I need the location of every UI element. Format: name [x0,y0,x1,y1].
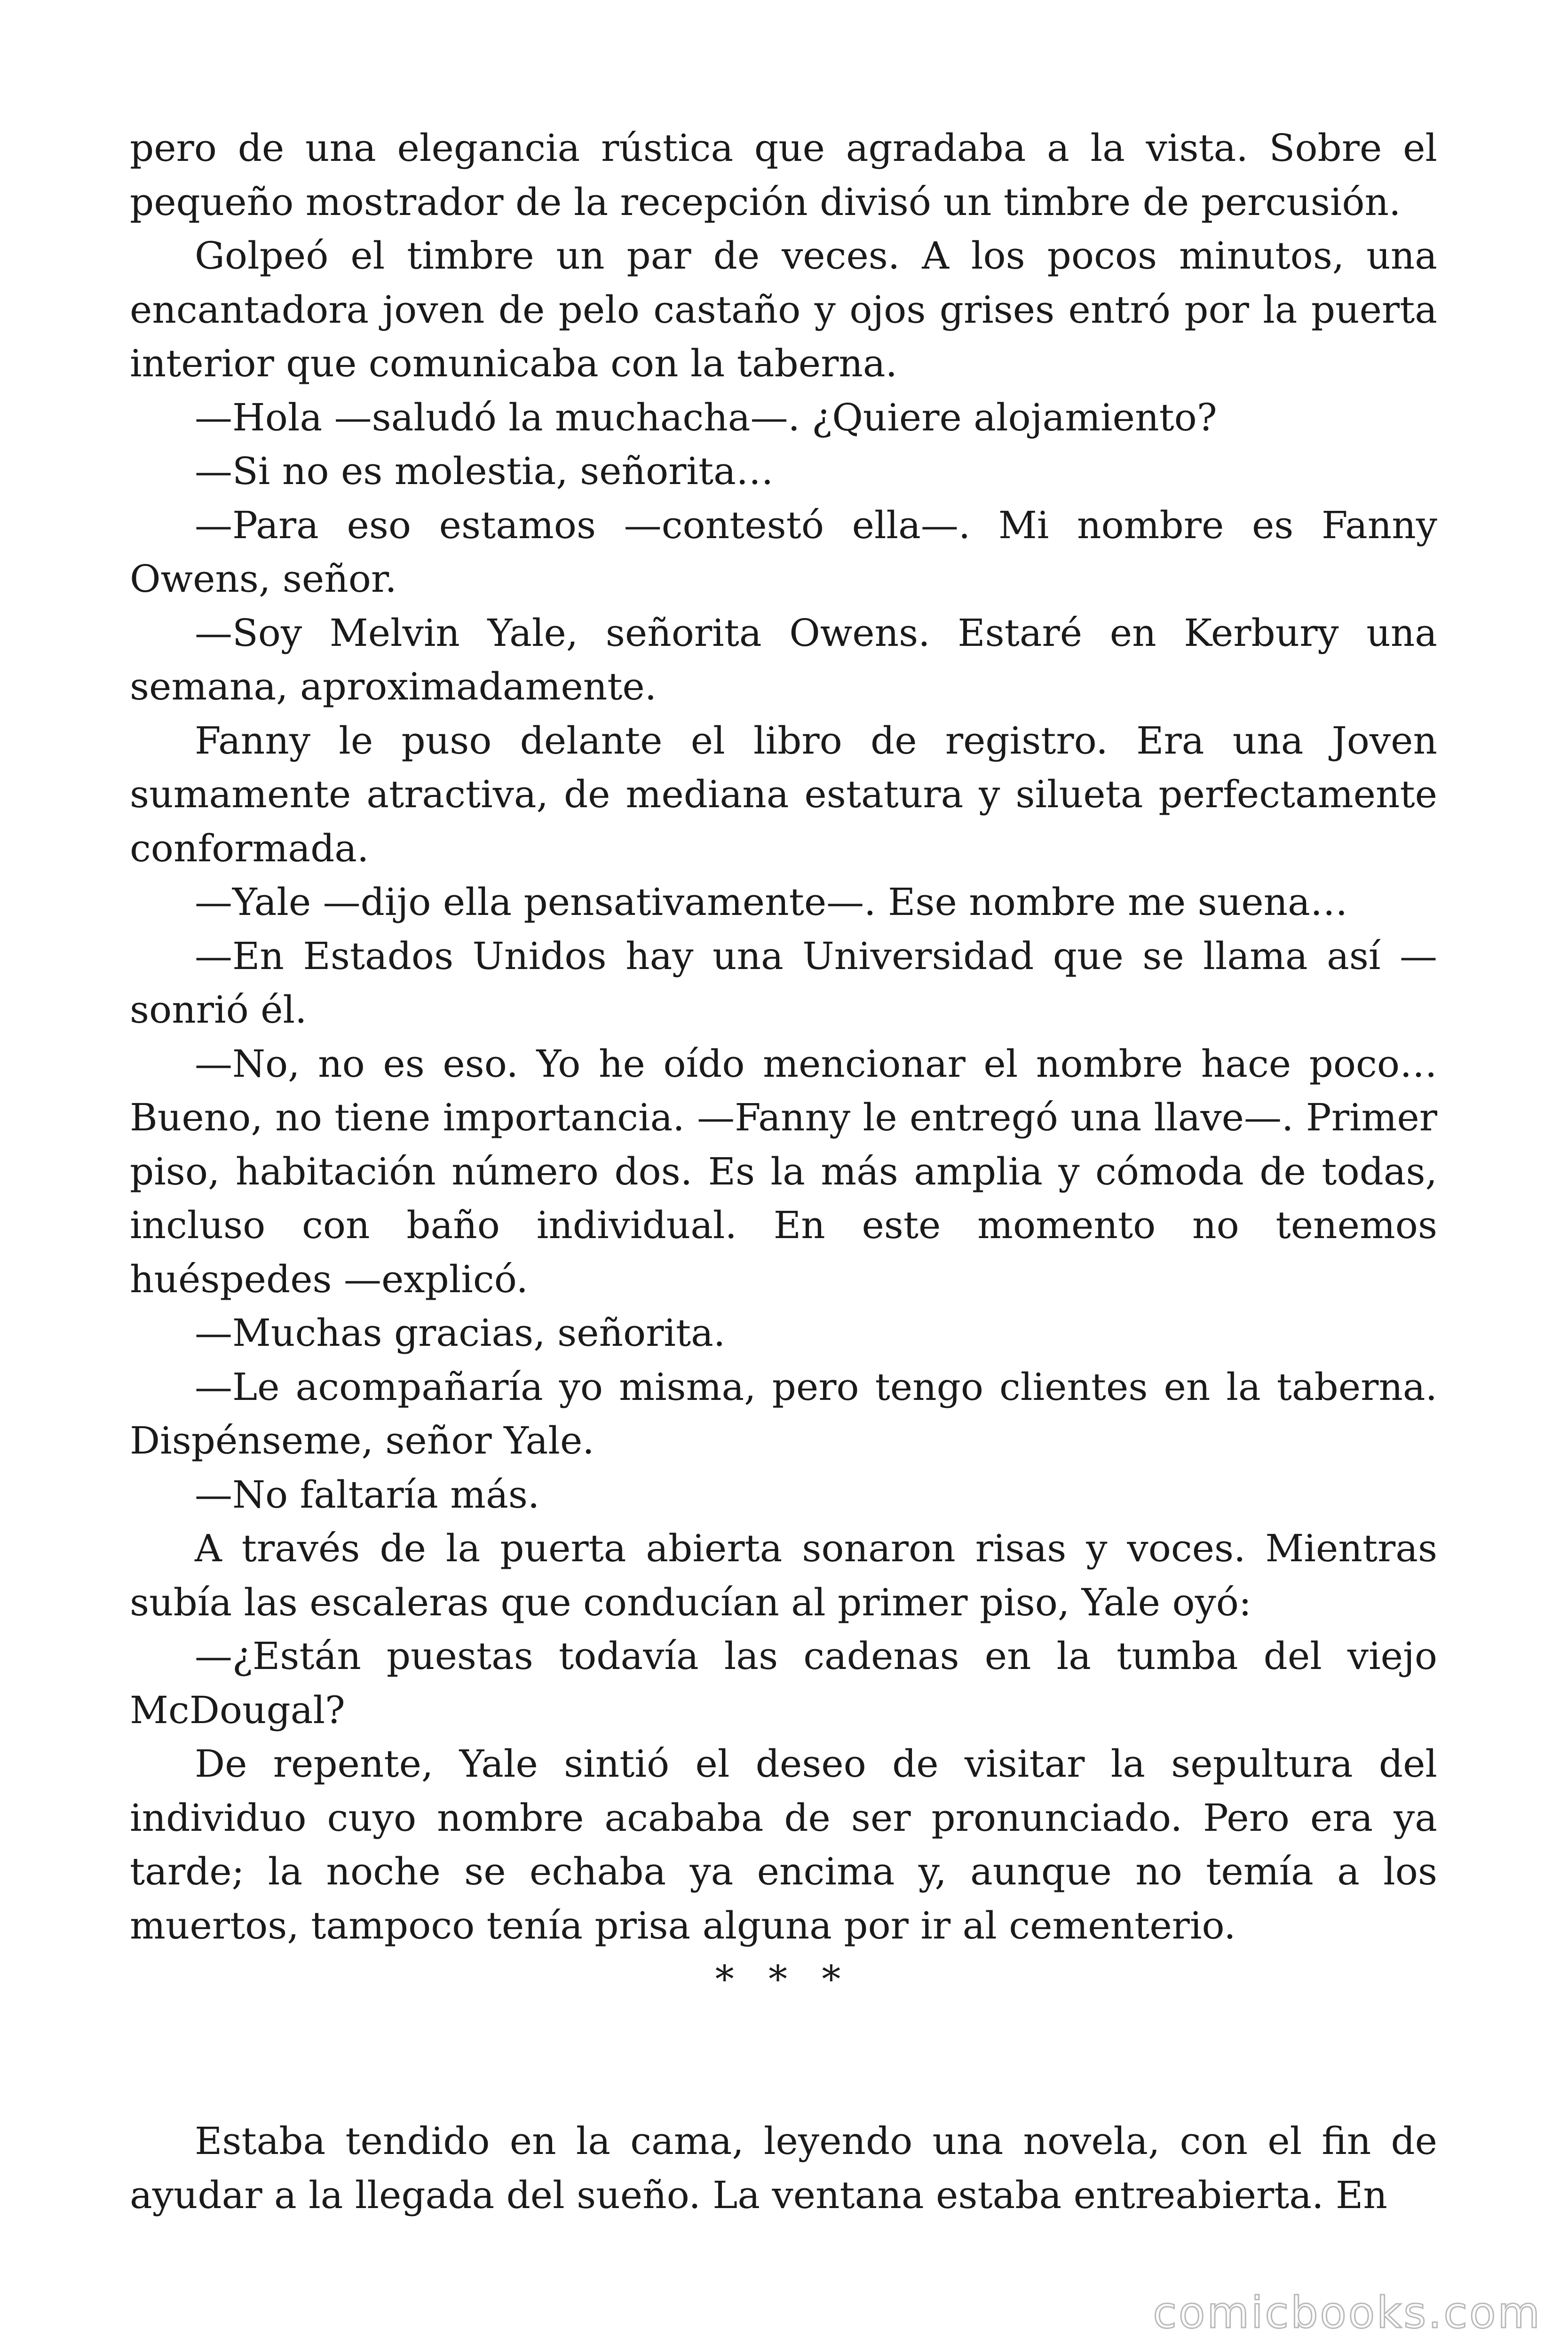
paragraph: —Le acompañaría yo misma, pero tengo clientes en la taberna. Dispénseme, señor Yale. [130,1365,1437,1462]
paragraph: pero de una elegancia rústica que agradaba a la vista. Sobre el pequeño mostrador de la recepción divisó un timbre de percusión. [130,126,1437,224]
paragraph: Fanny le puso delante el libro de registro. Era una Joven sumamente atractiva, de mediana estatura y silueta perfectamente conformada. [130,718,1437,870]
paragraph: —¿Están puestas todavía las cadenas en la tumba del viejo McDougal? [130,1634,1437,1732]
scene-break: * * * [715,1957,852,2001]
paragraph: A través de la puerta abierta sonaron risas y voces. Mientras subía las escaleras que conducían al primer piso, Yale oyó: [130,1526,1437,1624]
paragraph: —Para eso estamos —contestó ella—. Mi nombre es Fanny Owens, señor. [130,503,1437,601]
text-column [130,121,1437,2222]
paragraph: —Hola —saludó la muchacha—. ¿Quiere alojamiento? [195,395,1217,439]
paragraph: —Muchas gracias, señorita. [195,1311,726,1355]
paragraph: —Si no es molestia, señorita… [195,449,774,493]
paragraph: —No faltaría más. [195,1472,540,1517]
paragraph: —No, no es eso. Yo he oído mencionar el nombre hace poco… Bueno, no tiene importancia. —Fanny le entregó una llave—. Primer piso, habitación número dos. Es la más amplia y cómoda de todas, incluso con baño individual. En este momento no tenemos huéspedes —explicó. [130,1041,1437,1301]
paragraph: —Yale —dijo ella pensativamente—. Ese nombre me suena… [195,880,1348,924]
paragraph: Golpeó el timbre un par de veces. A los pocos minutos, una encantadora joven de pelo castaño y ojos grises entró por la puerta interior que comunicaba con la taberna. [130,234,1437,385]
paragraph: Estaba tendido en la cama, leyendo una novela, con el fin de ayudar a la llegada del sueño. La ventana estaba entreabierta. En [130,2119,1437,2217]
paragraph: De repente, Yale sintió el deseo de visitar la sepultura del individuo cuyo nombre acababa de ser pronunciado. Pero era ya tarde; la noche se echaba ya encima y, aunque no temía a los muertos, tampoco tenía prisa alguna por ir al cementerio. [130,1742,1437,1947]
paragraph: —Soy Melvin Yale, señorita Owens. Estaré en Kerbury una semana, aproximadamente. [130,611,1437,708]
paragraph: —En Estados Unidos hay una Universidad que se llama así —sonrió él. [130,934,1437,1032]
watermark: comicbooks.com [1153,2288,1542,2338]
